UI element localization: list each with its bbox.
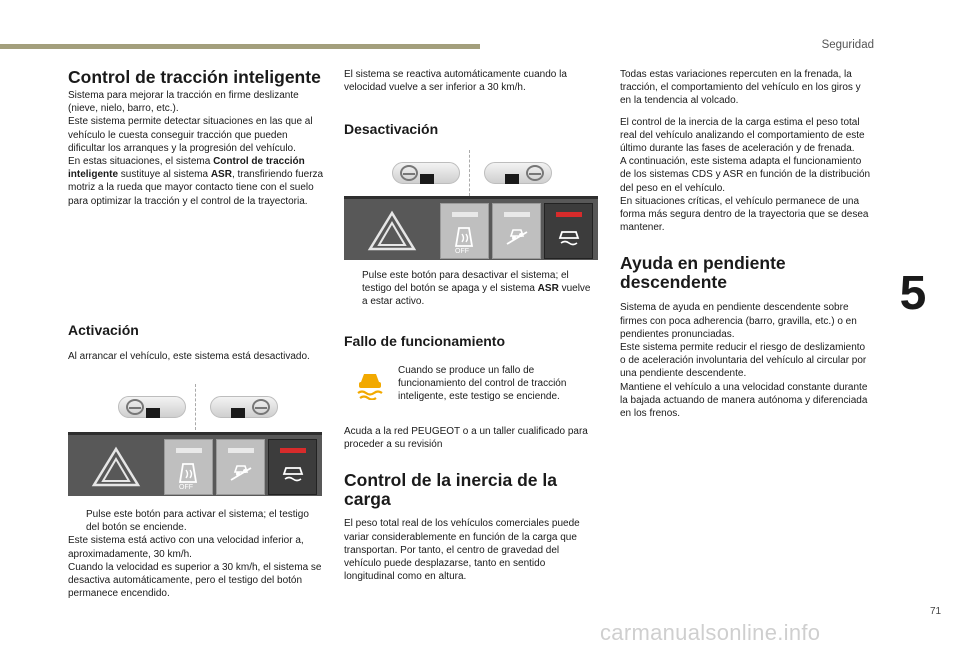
hazard-icon: [90, 443, 142, 491]
hill-descent-icon: [229, 462, 253, 484]
column-1: [68, 68, 324, 208]
page-number: 71: [930, 606, 942, 617]
fault-text: Cuando se produce un fallo de funcionamiento del control de tracción inteligente, este testigo se enciende.: [398, 365, 567, 403]
steering-wheel-icon: [126, 399, 144, 415]
off-label: OFF: [179, 484, 193, 491]
traction-control-button[interactable]: [268, 439, 317, 495]
deactivation-part-c: vuelve a estar activo.: [362, 283, 591, 308]
intro-3-part-a: En estas situaciones, el sistema: [68, 156, 214, 168]
deactivation-part-a: Pulse este botón para desactivar el sistema; el testigo del botón se apaga y el sistema: [362, 270, 569, 295]
off-label: OFF: [455, 248, 469, 255]
fault-after-text: Acuda a la red PEUGEOT o a un taller cualificado para proceder a su revisión: [344, 426, 588, 451]
button-led: [176, 448, 202, 453]
hill-descent-button[interactable]: [216, 439, 265, 495]
deactivation-steering-illustration: [392, 150, 552, 196]
activation-after-text: Este sistema está activo con una velocidad inferior a, aproximadamente, 30 km/h. Cuando la velocidad es superior a 30 km/h, el sistema se desactiva automáticamente, pero el testigo del botón permanece encendido.: [68, 535, 322, 600]
wheel-stem: [231, 408, 245, 418]
activation-steering-illustration: [118, 384, 278, 430]
traction-control-title: Control de tracción inteligente: [68, 67, 321, 87]
deactivation-bullet-block: [344, 269, 594, 349]
fault-title: Fallo de funcionamiento: [344, 332, 506, 349]
wheel-stem: [146, 408, 160, 418]
button-led-active: [280, 448, 306, 453]
reactivation-text: El sistema se reactiva automáticamente cuando la velocidad vuelve a ser inferior a 30 km/h.: [344, 69, 567, 94]
hill-descent-button[interactable]: [492, 203, 541, 259]
deactivation-bold-asr: ASR: [537, 283, 559, 295]
steering-wheel-icon: [252, 399, 270, 415]
activation-section: [68, 322, 324, 363]
deactivation-bullet: [344, 269, 594, 309]
traction-warning-icon: [354, 368, 386, 400]
activation-title: Activación: [68, 322, 139, 338]
variations-text: Todas estas variaciones repercuten en la frenada, la tracción, el comportamiento del vehículo en los giros y en la tendencia al volcado.: [620, 69, 861, 107]
section-title: Seguridad: [821, 39, 874, 51]
wheel-stem: [420, 174, 434, 184]
intro-3-part-c: sustituye al sistema: [118, 169, 211, 181]
esp-off-icon: [453, 226, 477, 248]
activation-bullet-block: [68, 508, 324, 600]
steering-wheel-icon: [526, 165, 544, 181]
traction-control-icon: [281, 462, 305, 484]
load-inertia-title: Control de la inercia de la carga: [344, 470, 557, 510]
watermark: carmanualsonline.info: [600, 620, 821, 645]
deactivation-title: Desactivación: [344, 121, 439, 138]
hill-descent-text: Sistema de ayuda en pendiente descendente sobre firmes con poca adherencia (barro, gravilla, etc.) o en pendientes pronunciadas. Este sistema permite reducir el riesgo de deslizamiento o de aceleración involuntaria del vehículo al circular por una pendiente descendente. Mantiene el vehículo a una velocidad constante durante la bajada actuando de manera autónoma y diferenciada en los frenos.: [620, 302, 868, 420]
chapter-number: 5: [899, 267, 927, 320]
bullet-arrow-icon: [68, 508, 80, 534]
deactivation-bullet-text: [362, 269, 594, 309]
traction-control-button[interactable]: [544, 203, 593, 259]
button-led: [452, 212, 478, 217]
esp-off-button[interactable]: [164, 439, 213, 495]
hill-descent-icon: [505, 226, 529, 248]
dashed-divider: [469, 150, 470, 196]
intro-3-bold-system: Control de tracción inteligente: [68, 156, 305, 181]
deactivation-console: [344, 196, 598, 260]
traction-intro-2: Este sistema permite detectar situaciones en las que al vehículo le cuesta conseguir tracción que pueden dificultar los arranques y la progresión del vehículo.: [68, 116, 313, 154]
activation-console: [68, 432, 322, 496]
column-3: [620, 68, 872, 420]
esp-off-icon: [177, 462, 201, 484]
traction-control-icon: [557, 226, 581, 248]
button-led: [228, 448, 254, 453]
traction-intro-1: Sistema para mejorar la tracción en firme deslizante (nieve, nielo, barro, etc.).: [68, 90, 299, 115]
activation-bullet-text: Pulse este botón para activar el sistema; el testigo del botón se enciende.: [86, 509, 309, 534]
traction-intro-3: [68, 155, 324, 208]
activation-bullet: [68, 508, 324, 534]
steering-wheel-icon: [400, 165, 418, 181]
button-led-active: [556, 212, 582, 217]
esp-off-button[interactable]: [440, 203, 489, 259]
intro-3-part-e: , transfiriendo fuerza motriz a la rueda que mayor contacto tiene con el suelo para optimizar la tracción y el control de la trayectoria.: [68, 169, 324, 207]
load-inertia-text: El peso total real de los vehículos comerciales puede variar considerablemente en función de la carga que transportan. Por tanto, el centro de gravedad del vehículo puede desplazarse, tanto en sentido longitudinal como en altura.: [344, 518, 580, 583]
hazard-icon: [366, 207, 418, 255]
dashed-divider: [195, 384, 196, 430]
column-2-bottom: [344, 425, 594, 583]
button-led: [504, 212, 530, 217]
inertia-estimate-text: El control de la inercia de la carga estima el peso total real del vehículo analizando el comportamiento de este último durante las fases de aceleración y de frenada. A continuación, este sistema adapta el funcionamiento de los sistemas CDS y ASR en función de la distribución del peso en el vehículo. En situaciones críticas, el vehículo permanece de una forma más segura dentro de la trayectoria que se desea mantener.: [620, 116, 871, 234]
activation-text: Al arrancar el vehículo, este sistema está desactivado.: [68, 351, 310, 362]
column-2-top: [344, 68, 594, 137]
header-accent-bar: [0, 44, 480, 49]
bullet-arrow-icon: [344, 269, 356, 309]
wheel-stem: [505, 174, 519, 184]
intro-3-bold-asr: ASR: [210, 169, 232, 181]
hill-descent-title: Ayuda en pendiente descendente: [620, 253, 786, 293]
